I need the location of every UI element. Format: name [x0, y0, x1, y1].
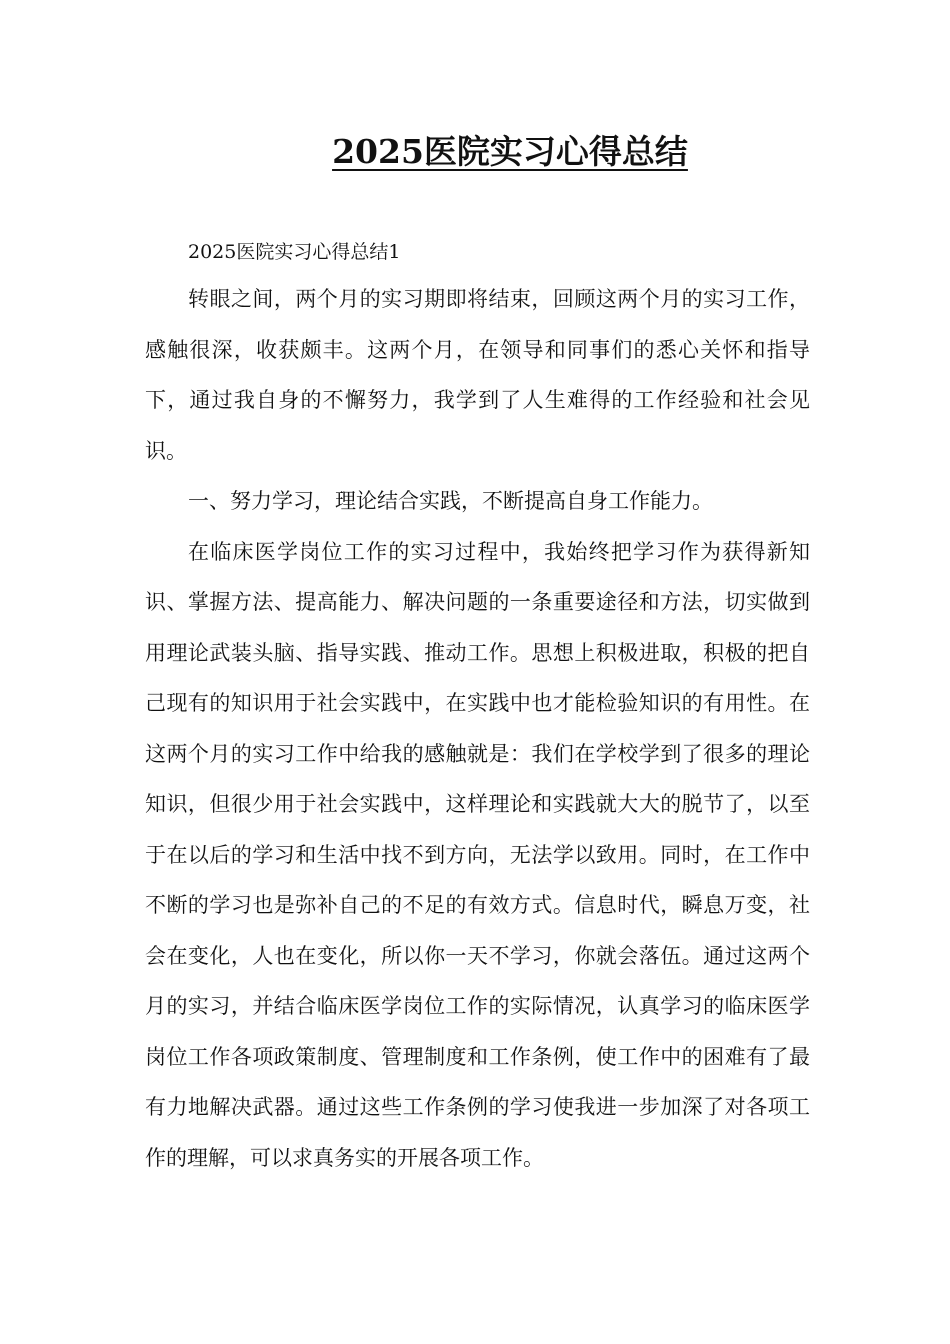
paragraph-section-one-body: 在临床医学岗位工作的实习过程中，我始终把学习作为获得新知识、掌握方法、提高能力、解决问题的一条重要途径和方法，切实做到用理论武装头脑、指导实践、推动工作。思想上积极进取，积极的把自己现有的知识用于社会实践中，在实践中也才能检验知识的有用性。在这两个月的实习工作中给我的感触就是：我们在学校学到了很多的理论知识，但很少用于社会实践中，这样理论和实践就大大的脱节了，以至于在以后的学习和生活中找不到方向，无法学以致用。同时，在工作中不断的学习也是弥补自己的不足的有效方式。信息时代，瞬息万变，社会在变化，人也在变化，所以你一天不学习，你就会落伍。通过这两个月的实习，并结合临床医学岗位工作的实际情况，认真学习的临床医学岗位工作各项政策制度、管理制度和工作条例，使工作中的困难有了最有力地解决武器。通过这些工作条例的学习使我进一步加深了对各项工作的理解，可以求真务实的开展各项工作。 [145, 539, 810, 1170]
paragraph-intro: 转眼之间，两个月的实习期即将结束，回顾这两个月的实习工作，感触很深，收获颇丰。这两个月，在领导和同事们的悉心关怀和指导下，通过我自身的不懈努力，我学到了人生难得的工作经验和社会见识。 [145, 287, 810, 463]
document-title [0, 128, 950, 176]
section-heading: 2025医院实习心得总结1 [188, 241, 401, 263]
document-body [145, 230, 810, 1183]
document-title-text: 2025医院实习心得总结 [332, 132, 688, 171]
paragraph-section-one-heading: 一、努力学习，理论结合实践，不断提高自身工作能力。 [188, 489, 713, 513]
